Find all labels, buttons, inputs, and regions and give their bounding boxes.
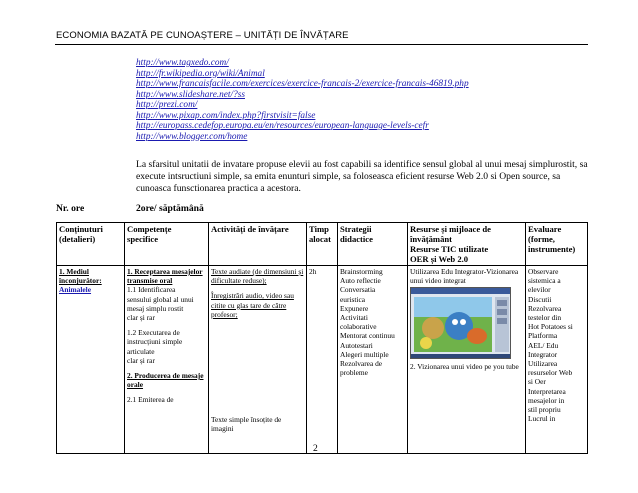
learning-outcome-summary: La sfarsitul unitatii de invatare propuse elevii au fost capabili sa identifice sensul global al unui mesaj simplurostit, sa execute intsructiuni simple, sa emita enunturi simple, sa foloseasca eficient resurse Web 2.0 si Open source, sa cunoasca funsctionarea practica a acestora. <box>136 159 588 195</box>
link-pixap[interactable]: http://www.pixap.com/index.php?firstvisit=false <box>136 110 316 121</box>
evaluation-item: elevilor <box>528 285 551 295</box>
evaluation-item: testelor din <box>528 313 562 323</box>
header-resurse-line: OER și Web 2.0 <box>410 254 469 264</box>
strategy-item: Rezolvarea de <box>340 359 383 369</box>
competence-1-1-line: 1.1 Identificarea <box>127 285 176 295</box>
strategy-item: euristica <box>340 294 366 304</box>
resource-edu-integrator: Utilizarea Edu Integrator-Vizionarea unui video integrat <box>410 267 519 286</box>
header-continuturi-line: Conținuturi <box>59 224 103 234</box>
evaluation-item: resurselor Web <box>528 368 573 378</box>
evaluation-item: Observare <box>528 267 559 276</box>
evaluation-item: mesajelor in <box>528 395 565 405</box>
competence-1-2-line: 1.2 Executarea de <box>127 328 180 338</box>
evaluation-item: Hot Potatoes si <box>528 322 573 332</box>
document-header-title: ECONOMIA BAZATĂ PE CUNOAȘTERE – UNITĂȚI DE ÎNVĂȚARE <box>56 30 349 41</box>
competence-1-2-line: instrucțiuni simple <box>127 337 183 347</box>
activity-recordings: Înregistrări audio, video sau citite cu glas tare de către profesor; <box>211 291 294 319</box>
link-prezi[interactable]: http://prezi.com/ <box>136 100 198 110</box>
evaluation-item: Interpretarea <box>528 386 566 396</box>
header-strategii-line: didactice <box>340 234 373 244</box>
evaluation-item: AEL/ Edu <box>528 340 559 350</box>
link-wikipedia-animal[interactable]: http://fr.wikipedia.org/wiki/Animal <box>136 68 265 79</box>
web-resource-links <box>136 58 576 142</box>
competence-1-1-line: mesaj simplu rostit <box>127 303 184 313</box>
evaluation-item: Platforma <box>528 331 558 341</box>
header-resurse-line: Resurse TIC utilizate <box>410 244 489 254</box>
evaluation-item: Rezolvarea <box>528 303 562 313</box>
header-resurse-line: învățământ <box>410 234 453 244</box>
strategy-item: Auto reflectie <box>340 276 381 286</box>
activity-texts-with-images: Texte simple însoțite de imagini <box>211 415 282 434</box>
evaluation-item: Lucrul in <box>528 414 556 424</box>
header-continuturi-line: (detalieri) <box>59 234 96 244</box>
strategy-item: Activitati <box>340 313 368 323</box>
competence-1-1-line: sensului global al unui <box>127 294 194 304</box>
content-topic-title: 1. Mediul înconjurător: <box>59 267 102 286</box>
evaluation-item: Discutii <box>528 294 552 304</box>
activity-audio-texts: Texte audiate (de dimensiuni și dificultate reduse); <box>211 267 304 286</box>
header-timp-line: alocat <box>309 234 331 244</box>
strategy-item: Alegeri multiple <box>340 349 389 359</box>
table-row <box>57 266 588 454</box>
cell-activitati <box>209 266 307 454</box>
evaluation-item: sistemica a <box>528 276 561 286</box>
strategy-item: Brainstorming <box>340 267 383 276</box>
hours-value: 2ore/ săptămână <box>136 203 204 214</box>
video-player-thumbnail[interactable] <box>410 287 511 359</box>
evaluation-item: stil propriu <box>528 405 561 415</box>
strategy-item: colaborative <box>340 322 377 332</box>
header-competente <box>125 223 209 266</box>
competence-2-1-line: 2.1 Emiterea de <box>127 395 174 405</box>
hours-label: Nr. ore <box>56 203 85 214</box>
strategy-item: Conversatia <box>340 285 376 295</box>
evaluation-item: Integrator <box>528 349 558 359</box>
header-strategii <box>338 223 408 266</box>
header-resurse-line: Resurse și mijloace de <box>410 224 491 234</box>
header-evaluare-line: instrumente) <box>528 244 576 254</box>
header-continuturi <box>57 223 125 266</box>
header-strategii-line: Strategii <box>340 224 372 234</box>
strategy-item: Expunere <box>340 303 369 313</box>
cartoon-animals-image <box>411 288 511 359</box>
page-number: 2 <box>313 443 318 454</box>
strategy-item: Mentorat continuu <box>340 331 395 341</box>
competence-section-1-title: 1. Receptarea mesajelor transmise oral <box>127 267 203 286</box>
link-tagxedo[interactable]: http://www.tagxedo.com/ <box>136 58 229 68</box>
header-evaluare <box>526 223 588 266</box>
competence-1-1-line: clar și rar <box>127 313 155 323</box>
cell-resurse <box>408 266 526 454</box>
header-evaluare-line: (forme, <box>528 234 555 244</box>
cell-timp: 2h <box>307 266 338 454</box>
header-competente-line: Competențe <box>127 224 172 234</box>
link-slideshare[interactable]: http://www.slideshare.net/?ss <box>136 89 245 100</box>
header-competente-line: specifice <box>127 234 159 244</box>
competence-section-2-title: 2. Producerea de mesaje orale <box>127 371 204 390</box>
strategy-item: Autotestari <box>340 340 373 350</box>
cell-continut <box>57 266 125 454</box>
header-divider <box>55 44 588 45</box>
competence-1-2-line: articulate <box>127 346 155 356</box>
competence-1-2-line: clar și rar <box>127 355 155 365</box>
header-resurse <box>408 223 526 266</box>
strategy-item: probleme <box>340 368 368 378</box>
table-header-row <box>57 223 588 266</box>
cell-evaluare <box>526 266 588 454</box>
link-francaisfacile[interactable]: http://www.francaisfacile.com/exercices/exercice-francais-2/exercice-francais-46819.php <box>136 79 469 89</box>
header-evaluare-line: Evaluare <box>528 224 562 234</box>
evaluation-item: Utilizarea <box>528 359 558 369</box>
link-europass[interactable]: http://europass.cedefop.europa.eu/en/resources/european-language-levels-cefr <box>136 121 429 131</box>
header-timp-line: Timp <box>309 224 329 234</box>
header-timp <box>307 223 338 266</box>
cell-competente <box>125 266 209 454</box>
resource-youtube-video: 2. Vizionarea unui video pe you tube <box>410 362 519 372</box>
learning-unit-table <box>56 222 588 454</box>
content-topic-link[interactable]: Animalele <box>59 285 92 295</box>
header-activitati: Activități de învățare <box>209 223 307 266</box>
link-blogger[interactable]: http://www.blogger.com/home <box>136 131 248 142</box>
evaluation-item: si Oer <box>528 377 546 387</box>
cell-strategii <box>338 266 408 454</box>
